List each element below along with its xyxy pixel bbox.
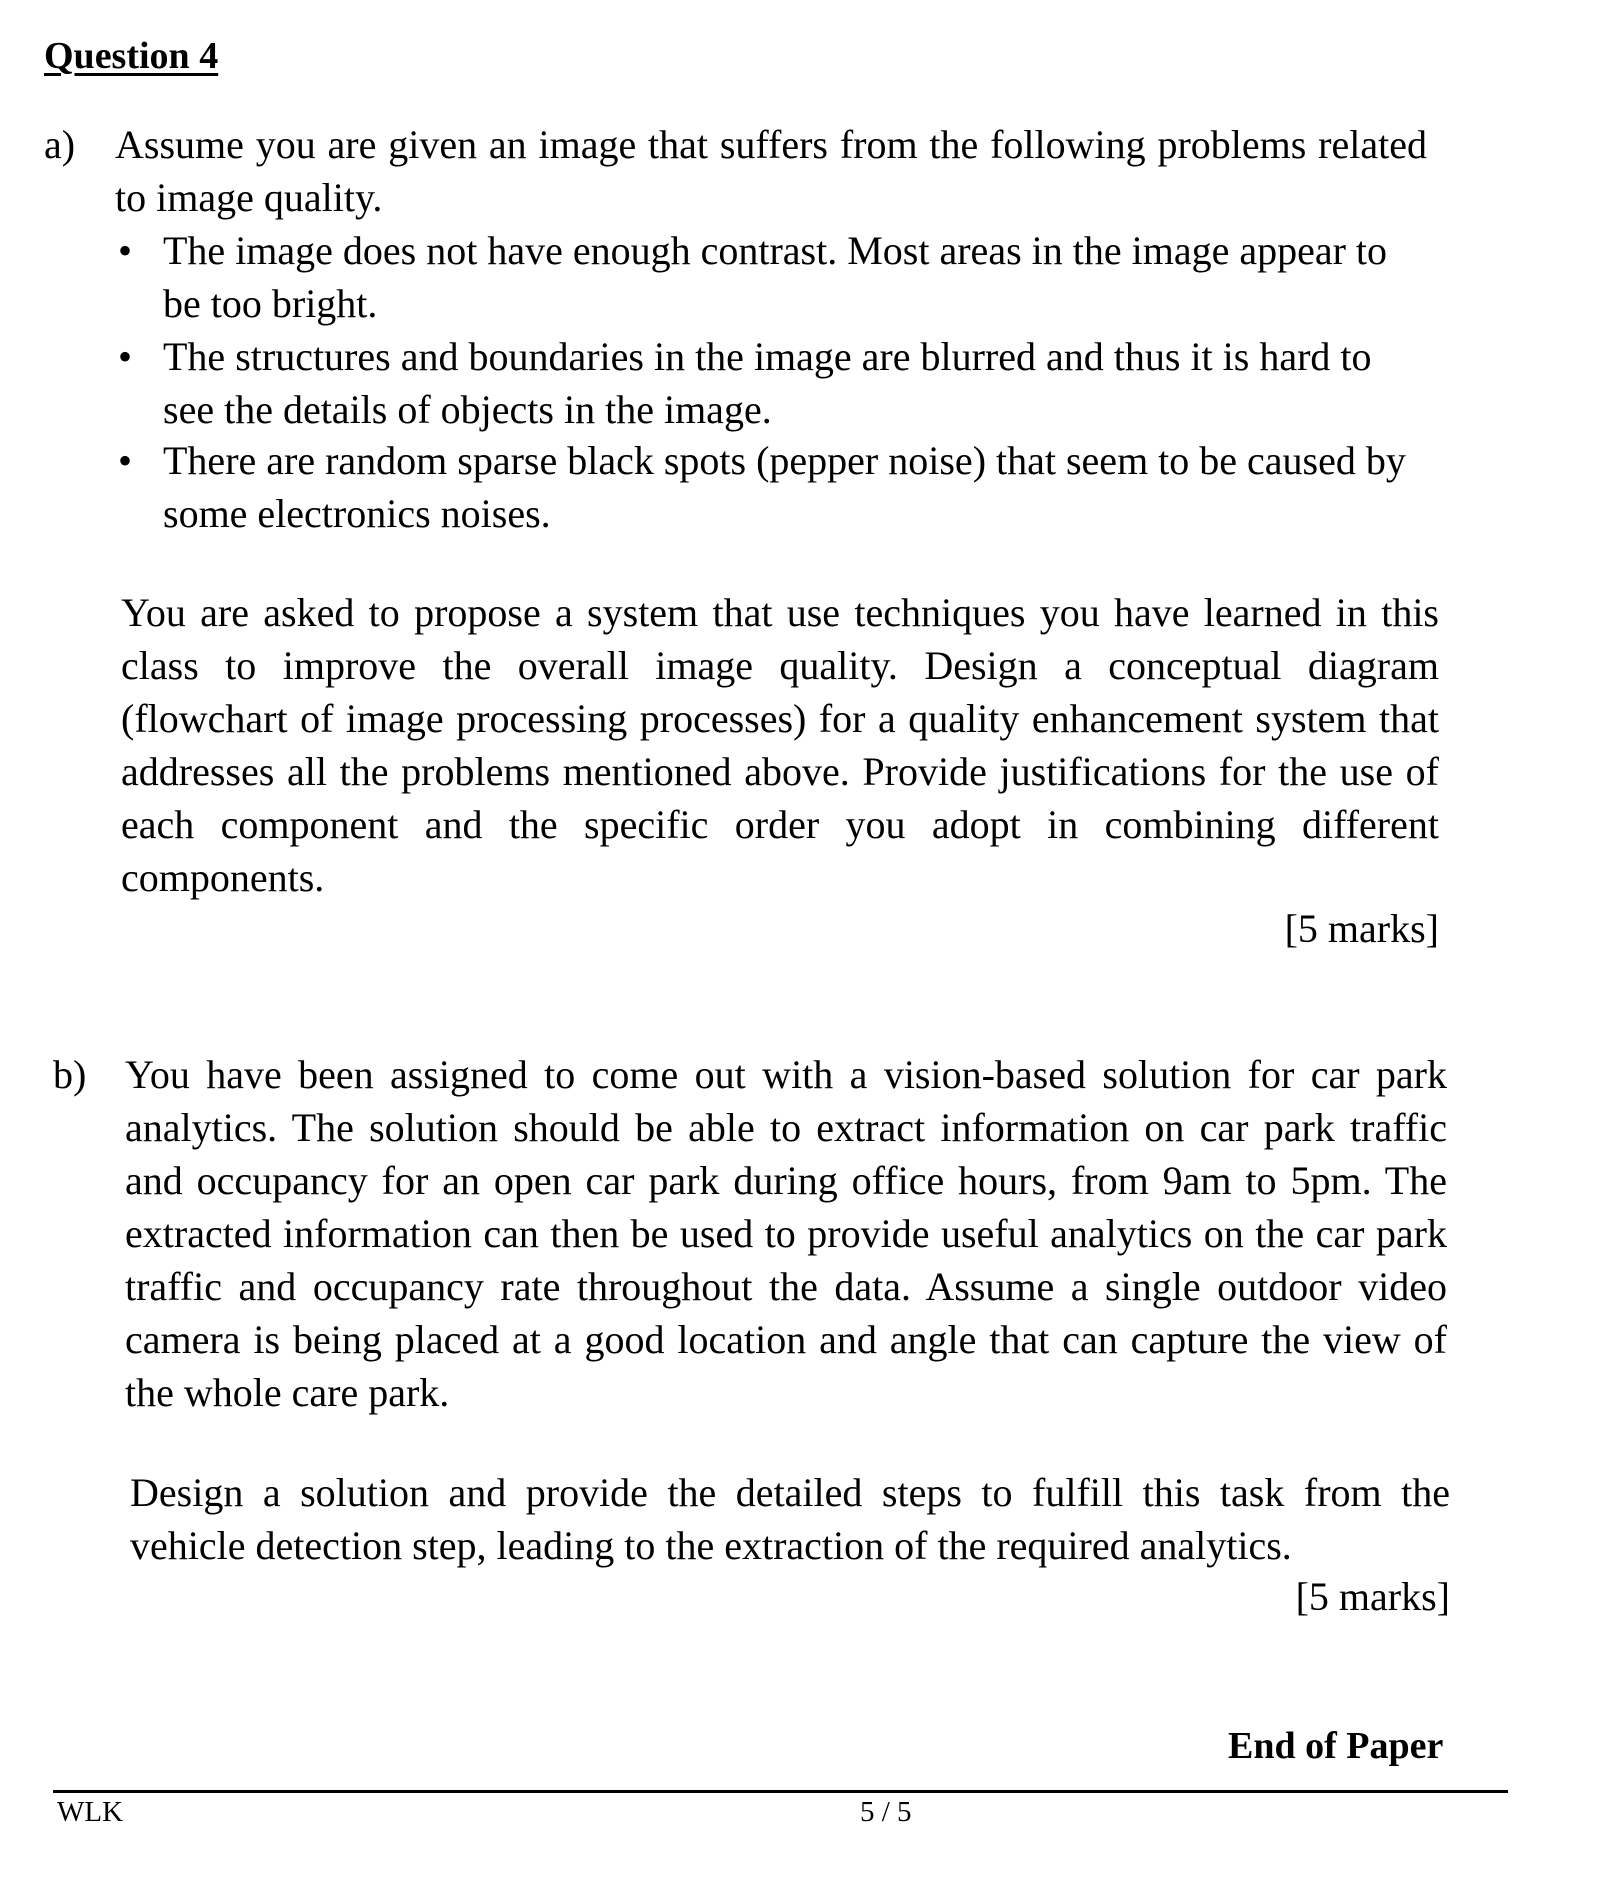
paragraph-line: each component and the specific order you adopt in combining different <box>121 802 1439 847</box>
part-a-paragraph <box>121 586 1439 904</box>
bullet-icon: • <box>118 438 133 483</box>
paragraph-line: (flowchart of image processing processes) for a quality enhancement system that <box>121 696 1439 741</box>
paragraph-line: class to improve the overall image quality. Design a conceptual diagram <box>121 643 1439 688</box>
part-a-intro <box>115 118 1427 224</box>
footer-rule <box>53 1790 1508 1793</box>
paragraph-line: and occupancy for an open car park during office hours, from 9am to 5pm. The <box>125 1158 1447 1203</box>
paragraph-line: You have been assigned to come out with a vision-based solution for car park <box>125 1052 1447 1097</box>
part-b-paragraph-2 <box>130 1466 1450 1572</box>
bullet-icon: • <box>118 228 133 273</box>
bullet-line: be too bright. <box>163 281 378 326</box>
bullet-line: some electronics noises. <box>163 491 551 536</box>
footer-page-number: 5 / 5 <box>860 1796 912 1828</box>
paragraph-line: extracted information can then be used to provide useful analytics on the car park <box>125 1211 1447 1256</box>
question-title: Question 4 <box>44 35 219 77</box>
footer-author: WLK <box>57 1796 124 1828</box>
part-a-marks: [5 marks] <box>1284 906 1439 951</box>
paragraph-line: addresses all the problems mentioned above. Provide justifications for the use of <box>121 749 1439 794</box>
bullet-line: The image does not have enough contrast. Most areas in the image appear to <box>163 228 1388 273</box>
part-b-paragraph-1 <box>125 1048 1447 1419</box>
paragraph-line: vehicle detection step, leading to the extraction of the required analytics. <box>130 1523 1292 1568</box>
paragraph-line: analytics. The solution should be able to extract information on car park traffic <box>125 1105 1447 1150</box>
part-a-label: a) <box>44 122 76 167</box>
end-of-paper: End of Paper <box>1228 1725 1444 1767</box>
paragraph-line: traffic and occupancy rate throughout the data. Assume a single outdoor video <box>125 1264 1447 1309</box>
part-b-marks: [5 marks] <box>1295 1574 1450 1619</box>
paragraph-line: You are asked to propose a system that use techniques you have learned in this <box>121 590 1439 635</box>
paragraph-line: components. <box>121 855 325 900</box>
intro-line: Assume you are given an image that suffers from the following problems related <box>115 122 1427 167</box>
paragraph-line: camera is being placed at a good location and angle that can capture the view of <box>125 1317 1447 1362</box>
paragraph-line: the whole care park. <box>125 1370 450 1415</box>
intro-line: to image quality. <box>115 175 383 220</box>
bullet-line: There are random sparse black spots (pepper noise) that seem to be caused by <box>163 438 1406 483</box>
part-b-label: b) <box>53 1052 87 1097</box>
paragraph-line: Design a solution and provide the detailed steps to fulfill this task from the <box>130 1470 1450 1515</box>
bullet-line: The structures and boundaries in the image are blurred and thus it is hard to <box>163 334 1372 379</box>
bullet-line: see the details of objects in the image. <box>163 387 772 432</box>
bullet-icon: • <box>118 334 133 379</box>
